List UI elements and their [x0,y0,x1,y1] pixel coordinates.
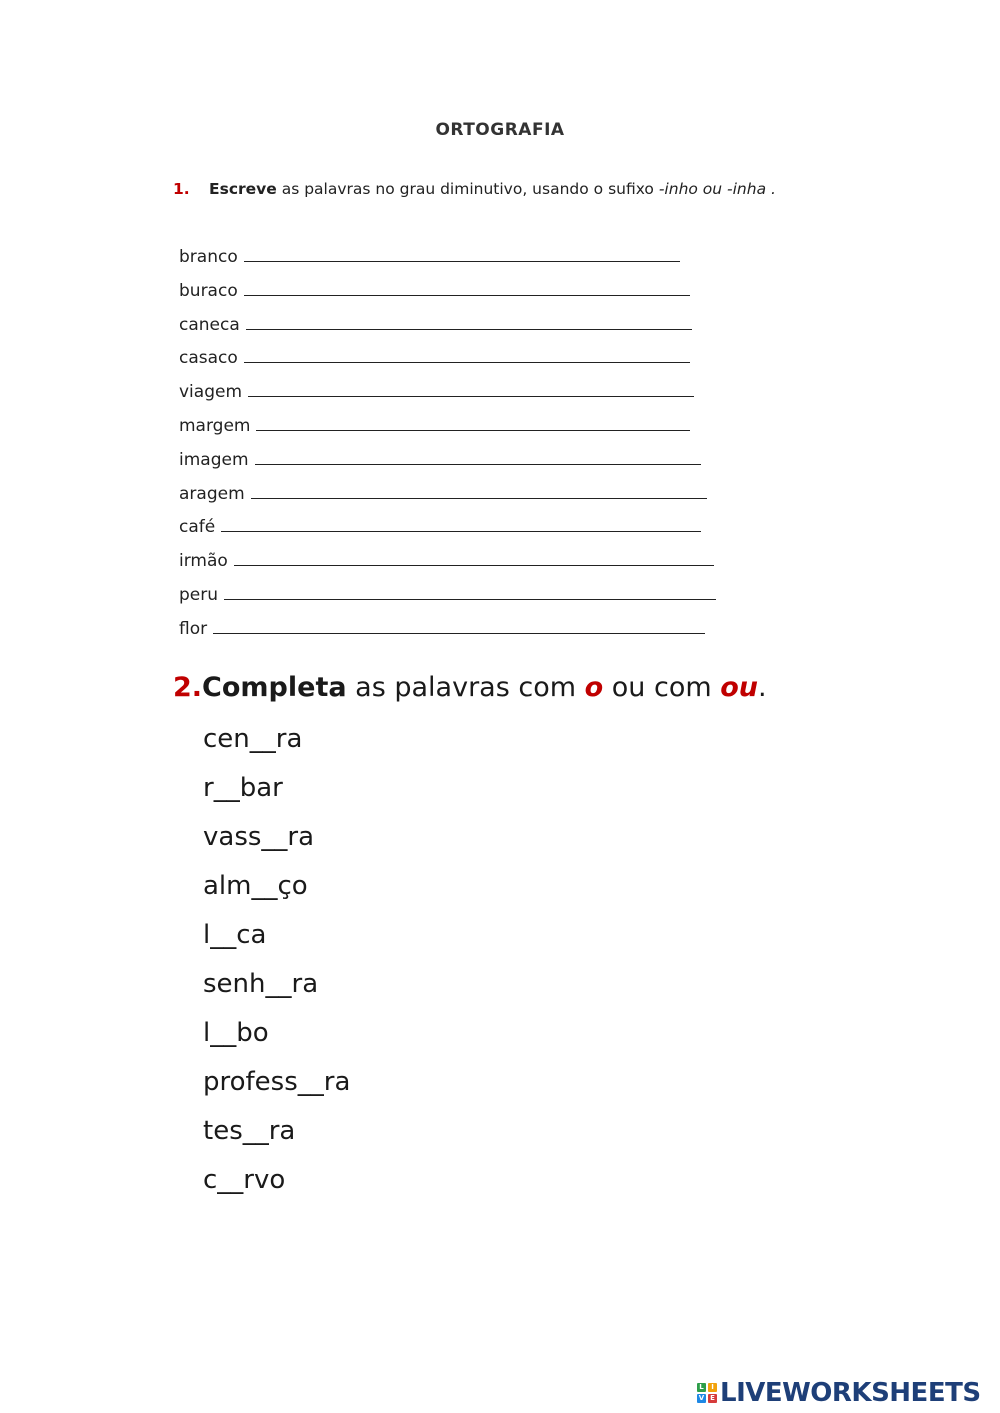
answer-blank[interactable] [244,278,690,296]
option-ou: ou [720,672,758,703]
word-row [179,616,716,650]
logo-mark-icon: L I V E [697,1383,717,1403]
word-row [179,345,716,379]
logo-text: LIVEWORKSHEETS [720,1378,981,1408]
exercise-2-verb: Completa [202,672,347,703]
word-label: caneca [179,314,240,335]
answer-blank[interactable] [256,413,690,431]
word-row [179,278,716,312]
word-row [179,548,716,582]
answer-blank[interactable] [221,514,701,532]
exercise-2-text-b: ou com [603,672,721,703]
answer-blank[interactable] [213,616,705,634]
fill-in-word[interactable]: l__bo [203,1018,269,1048]
page-title: ORTOGRAFIA [435,120,565,140]
exercise-2-instruction [173,672,767,703]
word-label: casaco [179,348,238,369]
option-o: o [584,672,604,703]
answer-blank[interactable] [244,345,690,363]
exercise-2-period: . [758,672,767,703]
exercise-1-number: 1. [173,180,190,198]
fill-in-word[interactable]: c__rvo [203,1165,286,1195]
exercise-1-suffixes: -inho ou -inha . [658,180,776,198]
answer-blank[interactable] [224,582,716,600]
answer-blank[interactable] [244,244,680,262]
exercise-1-word-list [179,244,716,650]
word-label: imagem [179,449,249,470]
exercise-1-verb: Escreve [209,180,277,198]
word-label: irmão [179,551,228,572]
word-row [179,244,716,278]
answer-blank[interactable] [246,312,692,330]
fill-in-word[interactable]: vass__ra [203,822,315,852]
word-label: viagem [179,382,243,403]
exercise-2-text-a: as palavras com [346,672,585,703]
word-label: café [179,517,216,538]
answer-blank[interactable] [248,379,694,397]
fill-in-word[interactable]: profess__ra [203,1067,351,1097]
answer-blank[interactable] [234,548,714,566]
exercise-2-number: 2. [173,672,203,703]
word-label: branco [179,247,238,267]
exercise-1-text: as palavras no grau diminutivo, usando o sufixo [276,180,659,198]
word-label: aragem [179,483,245,504]
word-row [179,514,716,548]
fill-in-word[interactable]: tes__ra [203,1116,296,1146]
word-row [179,582,716,616]
word-label: flor [179,618,208,639]
fill-in-word[interactable]: r__bar [203,773,283,803]
fill-in-word[interactable]: cen__ra [203,724,303,754]
word-row [179,481,716,515]
word-row [179,447,716,481]
word-label: peru [179,584,219,605]
exercise-1-instruction [173,180,776,198]
answer-blank[interactable] [251,481,707,499]
exercise-2-word-list [203,722,350,1212]
word-label: margem [179,415,251,436]
answer-blank[interactable] [255,447,701,465]
word-row [179,379,716,413]
liveworksheets-logo [697,1375,981,1411]
fill-in-word[interactable]: senh__ra [203,969,319,999]
fill-in-word[interactable]: l__ca [203,920,267,950]
fill-in-word[interactable]: alm__ço [203,871,308,901]
word-label: buraco [179,280,238,301]
word-row [179,312,716,346]
word-row [179,413,716,447]
